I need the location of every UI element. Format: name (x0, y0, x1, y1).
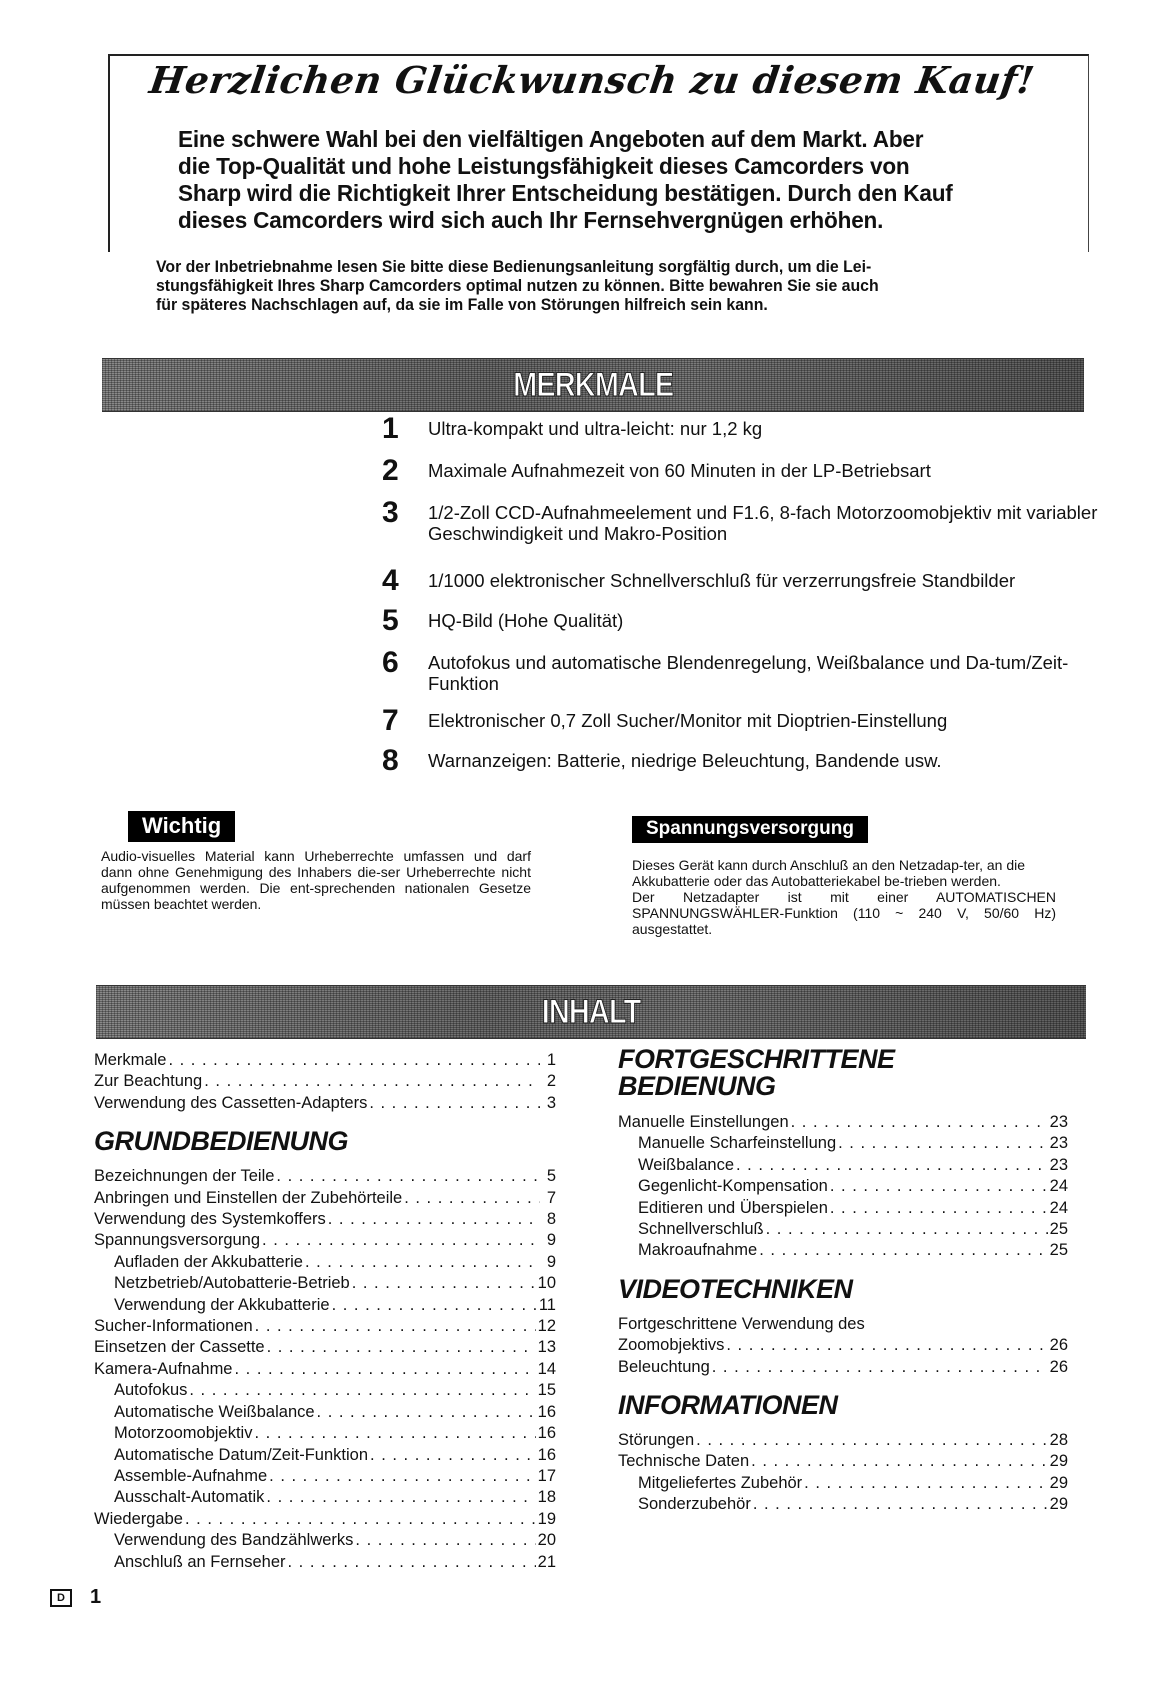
toc-entry-label: Anbringen und Einstellen der Zubehörteile (94, 1188, 403, 1207)
dot-leader (759, 1240, 1047, 1261)
important-text: Audio-visuelles Material kann Urheberrechte umfassen und darf dann ohne Genehmigung des Inhabers die-ser Urheberrechte nicht aufgenommen werden. Die ent-sprechenden nationalen Gesetze müssen beachtet werden. (101, 848, 531, 912)
toc-entry (618, 1198, 1068, 1219)
power-supply-paragraph: Dieses Gerät kann durch Anschluß an den Netzadap-ter, an die Akkubatterie oder das Autobatteriekabel be-trieben werden. (632, 857, 1026, 889)
dot-leader (352, 1273, 536, 1294)
toc-entry (94, 1509, 556, 1530)
toc-entry-page: 28 (1049, 1431, 1068, 1450)
note-line: für späteres Nachschlagen auf, da sie im Falle von Störungen hilfreich sein kann. (156, 296, 768, 314)
toc-entry-label: Schnellverschluß (638, 1220, 764, 1239)
feature-text: 1/2-Zoll CCD-Aufnahmeelement und F1.6, 8-fach Motorzoomobjektiv mit variabler Geschwindigkeit und Makro-Position (428, 502, 1098, 544)
toc-entry-label: Editieren und Überspielen (638, 1198, 828, 1217)
toc-entry (94, 1316, 556, 1337)
toc-entry-page: 9 (546, 1252, 556, 1271)
toc-entry-page: 2 (546, 1072, 556, 1091)
toc-entry-label: Kamera-Aufnahme (94, 1359, 233, 1378)
intro-paragraph (178, 126, 1042, 234)
toc-entry (94, 1380, 556, 1401)
toc-entry-label: Aufladen der Akkubatterie (114, 1252, 303, 1271)
toc-entry-label: Verwendung des Cassetten-Adapters (94, 1093, 368, 1112)
toc-entry-label: Assemble-Aufnahme (114, 1466, 268, 1485)
feature-text: Autofokus und automatische Blendenregelung, Weißbalance und Da-tum/Zeit-Funktion (428, 652, 1069, 694)
feature-item (382, 498, 1102, 544)
dot-leader (168, 1050, 540, 1071)
toc-entry (94, 1466, 556, 1487)
toc-entry-page: 16 (537, 1402, 556, 1421)
important-label: Wichtig (128, 811, 235, 842)
power-supply-label: Spannungsversorgung (632, 816, 868, 843)
dot-leader (838, 1133, 1048, 1154)
toc-entry-page: 7 (546, 1188, 556, 1207)
toc-entry-label: Merkmale (94, 1051, 167, 1069)
dot-leader (830, 1198, 1048, 1219)
feature-item (382, 414, 1102, 444)
toc-entry (94, 1337, 556, 1358)
toc-entry-page: 11 (538, 1295, 556, 1314)
toc-entry (94, 1093, 556, 1114)
toc-section-heading-line: FORTGESCHRITTENE (618, 1044, 895, 1074)
toc-entry-page: 5 (546, 1167, 556, 1186)
toc-entry-page: 16 (537, 1424, 556, 1443)
toc-section-heading (618, 1046, 1068, 1100)
dot-leader (355, 1530, 535, 1551)
toc-entry-label: Technische Daten (618, 1452, 750, 1471)
toc-entry (618, 1155, 1068, 1176)
toc-entry-page: 25 (1049, 1241, 1068, 1260)
toc-entry-label: Anschluß an Fernseher (114, 1552, 286, 1571)
contents-banner (96, 985, 1086, 1039)
toc-entry-page: 16 (537, 1445, 556, 1464)
toc-entry (618, 1430, 1068, 1451)
toc-entry-page: 23 (1049, 1134, 1068, 1153)
toc-entry-label: Verwendung der Akkubatterie (114, 1295, 330, 1314)
toc-entry-page: 10 (537, 1274, 556, 1293)
toc-entry-label: Gegenlicht-Kompensation (638, 1177, 828, 1196)
toc-entry-label: Ausschalt-Automatik (114, 1488, 265, 1507)
toc-advanced-operation-list (618, 1112, 1068, 1262)
feature-item (382, 606, 1102, 636)
toc-general-list (94, 1050, 556, 1114)
dot-leader (328, 1209, 540, 1230)
toc-entry-label: Autofokus (114, 1381, 188, 1400)
toc-entry-page: 18 (537, 1488, 556, 1507)
toc-entry (618, 1219, 1068, 1240)
toc-section-heading: VIDEOTECHNIKEN (618, 1273, 853, 1304)
feature-number: 6 (382, 646, 399, 679)
dot-leader (791, 1112, 1048, 1133)
feature-item (382, 648, 1102, 694)
toc-entry (94, 1050, 556, 1071)
dot-leader (262, 1230, 540, 1251)
toc-entry-page: 25 (1049, 1220, 1068, 1239)
dot-leader (830, 1176, 1048, 1197)
toc-entry-label: Verwendung des Bandzählwerks (114, 1531, 354, 1550)
dot-leader (696, 1430, 1047, 1451)
toc-entry (94, 1445, 556, 1466)
toc-entry-label: Manuelle Scharfeinstellung (638, 1134, 837, 1153)
toc-entry-page: 9 (546, 1231, 556, 1250)
dot-leader (332, 1295, 537, 1316)
toc-entry-page: 29 (1049, 1452, 1068, 1471)
dot-leader (288, 1552, 536, 1573)
toc-entry (618, 1335, 1068, 1356)
toc-entry (618, 1112, 1068, 1133)
toc-entry (94, 1402, 556, 1423)
intro-line: die Top-Qualität und hohe Leistungsfähigkeit dieses Camcorders von (178, 153, 910, 179)
note-line: stungsfähigkeit Ihres Sharp Camcorders optimal nutzen zu können. Bitte bewahren Sie sie auch (156, 277, 879, 295)
toc-entry-label: Einsetzen der Cassette (94, 1338, 265, 1357)
dot-leader (185, 1509, 536, 1530)
dot-leader (712, 1357, 1048, 1378)
dot-leader (269, 1466, 535, 1487)
toc-information-list (618, 1430, 1068, 1516)
intro-line: dieses Camcorders wird sich auch Ihr Fernsehvergnügen erhöhen. (178, 207, 884, 233)
toc-entry (94, 1071, 556, 1092)
toc-entry-label: Spannungsversorgung (94, 1231, 261, 1250)
dot-leader (370, 1445, 536, 1466)
toc-entry (94, 1487, 556, 1508)
page-number: 1 (90, 1586, 102, 1608)
toc-entry-page: 23 (1049, 1113, 1068, 1131)
features-banner-title: MERKMALE (512, 365, 674, 404)
toc-video-techniques-list (618, 1335, 1068, 1378)
toc-entry (94, 1423, 556, 1444)
feature-text: Warnanzeigen: Batterie, niedrige Beleuchtung, Bandende usw. (428, 750, 942, 771)
toc-entry (618, 1176, 1068, 1197)
dot-leader (267, 1337, 536, 1358)
toc-entry (94, 1252, 556, 1273)
dot-leader (804, 1473, 1047, 1494)
toc-entry-label: Verwendung des Systemkoffers (94, 1210, 326, 1229)
dot-leader (369, 1093, 540, 1114)
toc-entry-label: Netzbetrieb/Autobatterie-Betrieb (114, 1274, 350, 1293)
power-supply-paragraph: Der Netzadapter ist mit einer AUTOMATISCHEN SPANNUNGSWÄHLER-Funktion (110 ~ 240 V, 50/60 Hz) ausgestattet. (632, 889, 1056, 937)
feature-number: 1 (382, 412, 399, 445)
toc-entry (94, 1530, 556, 1551)
dot-leader (736, 1155, 1048, 1176)
dot-leader (189, 1380, 535, 1401)
toc-entry-label: Wiedergabe (94, 1509, 183, 1528)
toc-entry-label: Motorzoomobjektiv (114, 1424, 253, 1443)
toc-entry (618, 1357, 1068, 1378)
dot-leader (235, 1359, 536, 1380)
dot-leader (204, 1071, 540, 1092)
feature-number: 3 (382, 496, 399, 529)
toc-entry-page: 3 (546, 1093, 556, 1112)
toc-entry-label: Störungen (618, 1431, 695, 1450)
intro-line: Eine schwere Wahl bei den vielfältigen Angeboten auf dem Markt. Aber (178, 126, 924, 152)
toc-entry-page: 21 (537, 1552, 556, 1571)
feature-item (382, 706, 1102, 736)
toc-entry (618, 1133, 1068, 1154)
toc-entry-page: 23 (1049, 1155, 1068, 1174)
toc-entry-label: Manuelle Einstellungen (618, 1113, 789, 1131)
dot-leader (276, 1166, 540, 1187)
toc-entry-label: Automatische Weißbalance (114, 1402, 315, 1421)
toc-entry-page: 29 (1049, 1473, 1068, 1492)
toc-entry-page: 8 (546, 1210, 556, 1229)
feature-number: 4 (382, 564, 399, 597)
toc-entry-label: Zur Beachtung (94, 1072, 203, 1091)
feature-item (382, 746, 1102, 776)
dot-leader (751, 1451, 1047, 1472)
contents-banner-title: INHALT (541, 992, 641, 1031)
toc-entry-page: 29 (1049, 1495, 1068, 1514)
dot-leader (404, 1188, 540, 1209)
dot-leader (753, 1494, 1048, 1515)
feature-number: 5 (382, 604, 399, 637)
toc-entry-page: 26 (1049, 1357, 1068, 1376)
feature-number: 2 (382, 454, 399, 487)
page-title: Herzlichen Glückwunsch zu diesem Kauf! (146, 58, 1038, 102)
feature-number: 8 (382, 744, 399, 777)
features-list (382, 414, 1102, 776)
language-badge: D (50, 1589, 72, 1607)
toc-entry-label: Makroaufnahme (638, 1241, 758, 1260)
toc-entry-page: 20 (537, 1531, 556, 1550)
toc-entry-page: 17 (537, 1466, 556, 1485)
toc-entry (94, 1188, 556, 1209)
toc-entry-page: 24 (1049, 1198, 1068, 1217)
power-supply-text (632, 857, 1056, 937)
toc-entry (94, 1552, 556, 1573)
toc-entry-page: 26 (1049, 1336, 1068, 1355)
feature-item (382, 566, 1102, 596)
toc-entry-page: 13 (537, 1338, 556, 1357)
toc-entry (618, 1473, 1068, 1494)
feature-item (382, 456, 1102, 486)
toc-section-heading-line: BEDIENUNG (618, 1071, 776, 1101)
dot-leader (726, 1335, 1047, 1356)
dot-leader (255, 1316, 536, 1337)
toc-section-heading: INFORMATIONEN (618, 1390, 838, 1421)
toc-entry-label: Weißbalance (638, 1155, 734, 1174)
feature-number: 7 (382, 704, 399, 737)
toc-entry (94, 1359, 556, 1380)
toc-entry-label: Automatische Datum/Zeit-Funktion (114, 1445, 369, 1464)
feature-text: Ultra-kompakt und ultra-leicht: nur 1,2 kg (428, 418, 763, 439)
dot-leader (317, 1402, 536, 1423)
toc-entry-page: 14 (537, 1359, 556, 1378)
toc-entry (94, 1166, 556, 1187)
toc-entry-label: Bezeichnungen der Teile (94, 1167, 275, 1186)
toc-entry (618, 1494, 1068, 1515)
toc-entry-label: Beleuchtung (618, 1357, 710, 1376)
dot-leader (305, 1252, 540, 1273)
toc-right-column (618, 1046, 1068, 1516)
feature-text: 1/1000 elektronischer Schnellverschluß für verzerrungsfreie Standbilder (428, 570, 1016, 591)
toc-entry (94, 1295, 556, 1316)
toc-entry-label: Fortgeschrittene Verwendung des (618, 1314, 865, 1333)
toc-entry-label: Sucher-Informationen (94, 1317, 253, 1336)
toc-entry-page: 12 (537, 1317, 556, 1336)
toc-entry-page: 19 (537, 1509, 556, 1528)
toc-entry-label: Sonderzubehör (638, 1495, 751, 1514)
feature-text: Maximale Aufnahmezeit von 60 Minuten in der LP-Betriebsart (428, 460, 931, 481)
toc-entry-page: 15 (537, 1381, 556, 1400)
toc-entry (618, 1451, 1068, 1472)
toc-basic-operation-list (94, 1166, 556, 1573)
dot-leader (766, 1219, 1048, 1240)
toc-entry-label: Mitgeliefertes Zubehör (638, 1473, 803, 1492)
dot-leader (254, 1423, 535, 1444)
toc-entry (618, 1240, 1068, 1261)
toc-left-column (94, 1050, 556, 1573)
toc-entry-label: Zoomobjektivs (618, 1336, 725, 1355)
features-banner (102, 358, 1084, 412)
dot-leader (266, 1487, 535, 1508)
page-footer (50, 1586, 101, 1609)
toc-entry (94, 1230, 556, 1251)
toc-entry-page: 24 (1049, 1177, 1068, 1196)
toc-section-heading: GRUNDBEDIENUNG (94, 1126, 349, 1157)
toc-entry (94, 1209, 556, 1230)
reading-note (156, 258, 1020, 315)
toc-entry (94, 1273, 556, 1294)
intro-line: Sharp wird die Richtigkeit Ihrer Entscheidung bestätigen. Durch den Kauf (178, 180, 953, 206)
feature-text: HQ-Bild (Hohe Qualität) (428, 610, 624, 631)
toc-entry-page: 1 (546, 1051, 556, 1069)
feature-text: Elektronischer 0,7 Zoll Sucher/Monitor mit Dioptrien-Einstellung (428, 710, 948, 731)
note-line: Vor der Inbetriebnahme lesen Sie bitte diese Bedienungsanleitung sorgfältig durch, um die Lei- (156, 258, 872, 276)
